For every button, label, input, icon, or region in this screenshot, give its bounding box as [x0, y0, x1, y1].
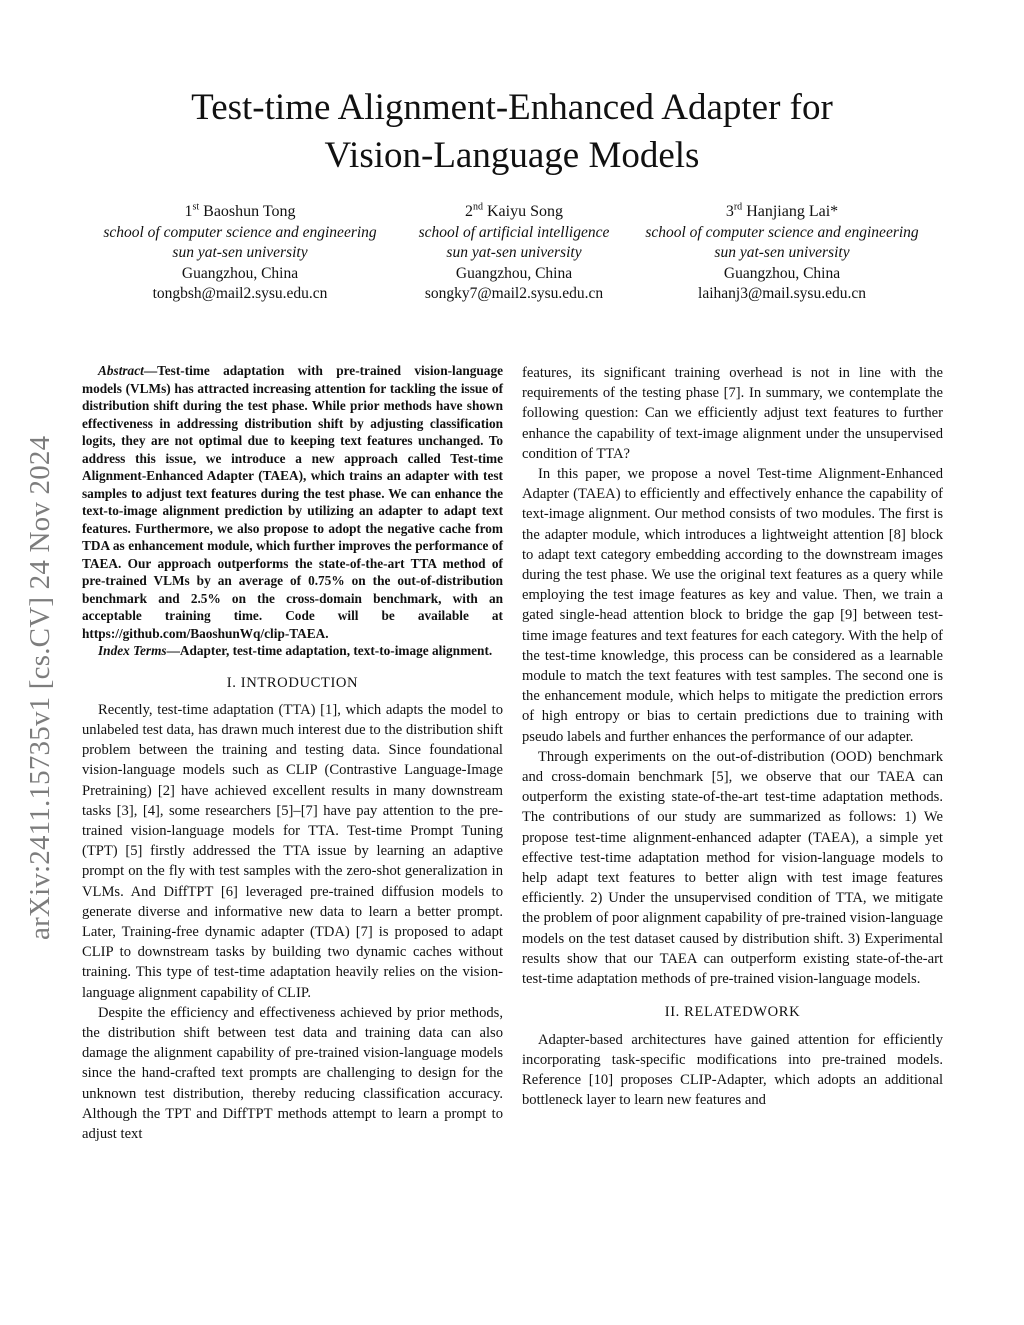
author-university: sun yat-sen university [172, 244, 308, 261]
body-paragraph: Through experiments on the out-of-distribution (OOD) benchmark and cross-domain benchmark [5], we observe that our TAEA can outperform the existing state-of-the-art test-time adaptation methods. The contributions of our study are summarized as follows: 1) We propose test-time alignment-enhanced adapter (TAEA), a simple yet effective test-time adaptation method for vision-language models to help adapt text features to better align with test image features efficiently. 2) Under the unsupervised condition of TTA, we mitigate the problem of poor alignment capability of pre-trained vision-language models on the test dataset caused by distribution shift. 3) Experimental results show that our TAEA can outperform existing state-of-the-art test-time adaptation methods of pre-trained vision-language models. [522, 748, 943, 988]
left-column [82, 362, 503, 1144]
abstract-text: —Test-time adaptation with pre-trained vision-language models (VLMs) has attracted increasing attention for tackling the issue of distribution shift during the test phase. While prior methods have shown effectiveness in addressing distribution shift by adjusting classification logits, they are not optimal due to keeping text features unchanged. To address this issue, we introduce a new approach called Test-time Alignment-Enhanced Adapter (TAEA), which trains an adapter with test samples to adjust text features during the test phase. We can enhance the text-to-image alignment prediction by utilizing an adapter to adapt text features. Furthermore, we also propose to adopt the negative cache from TDA as enhancement module, which further improves the performance of TAEA. Our approach outperforms the state-of-the-art TTA method of pre-trained VLMs by an average of 0.75% on the out-of-distribution benchmark and 2.5% on the cross-domain benchmark, with an acceptable training time. Code will be available at https://github.com/BaoshunWq/clip-TAEA. [82, 363, 503, 641]
body-paragraph: Despite the efficiency and effectiveness achieved by prior methods, the distribution shift between test data and training data can also damage the alignment capability of pre-trained vision-language models since the hand-crafted text prompts are challenging to design for the unknown test distribution, thereby reducing classification accuracy. Although the TPT and DiffTPT methods attempt to learn a prompt to adjust text [82, 1004, 503, 1142]
body-paragraph: features, its significant training overhead is not in line with the requirements of the testing phase [7]. In summary, we contemplate the following question: Can we efficiently adjust text features to further enhance the capability of text-image alignment under the unsupervised condition of TTA? [522, 365, 943, 462]
title-line-1: Test-time Alignment-Enhanced Adapter for [191, 87, 833, 128]
author-2 [384, 202, 644, 305]
author-university: sun yat-sen university [446, 244, 582, 261]
author-city: Guangzhou, China [455, 264, 573, 282]
author-block [70, 202, 950, 312]
author-email: laihanj3@mail.sysu.edu.cn [698, 285, 866, 302]
author-email: tongbsh@mail2.sysu.edu.cn [152, 285, 328, 302]
right-column [522, 363, 943, 1110]
paper-title [60, 84, 964, 180]
author-department: school of computer science and engineering [103, 223, 377, 241]
author-email: songky7@mail2.sysu.edu.cn [424, 285, 604, 302]
abstract-label: Abstract [98, 363, 144, 378]
author-department: school of artificial intelligence [418, 223, 610, 241]
index-terms-label: Index Terms [98, 643, 167, 658]
author-name: 2nd Kaiyu Song [465, 201, 563, 220]
section-heading-related-work: II. RELATEDWORK [664, 1004, 801, 1021]
body-paragraph: Recently, test-time adaptation (TTA) [1], which adapts the model to unlabeled test data, has drawn much interest due to the distribution shift problem between the training and testing data. Since foundational vision-language models such as CLIP (Contrastive Language-Image Pretraining) [2] have achieved excellent results in many downstream tasks [3], [4], some researchers [5]–[7] have pay attention to the pre-trained vision-language models for TTA. Test-time Prompt Tuning (TPT) [5] firstly addressed the TTA issue by learning an adaptive prompt on the fly with test samples with the zero-shot generalization in VLMs. And DiffTPT [6] leveraged pre-trained diffusion models to generate diverse and informative new data to learn a better prompt. Later, Training-free dynamic adapter (TDA) [7] is proposed to adapt CLIP to downstream tasks by building two dynamic caches without training. This type of test-time adaptation heavily relies on the vision-language alignment capability of CLIP. [82, 701, 503, 1001]
author-city: Guangzhou, China [181, 264, 299, 282]
arxiv-identifier-stamp: arXiv:2411.15735v1 [cs.CV] 24 Nov 2024 [24, 435, 56, 940]
body-paragraph: Adapter-based architectures have gained attention for efficiently incorporating task-specific modifications into pre-trained models. Reference [10] proposes CLIP-Adapter, which adopts an additional bottleneck layer to learn new features and [522, 1031, 943, 1109]
author-3 [612, 202, 952, 305]
index-terms-text: —Adapter, test-time adaptation, text-to-image alignment. [166, 643, 493, 658]
body-paragraph: In this paper, we propose a novel Test-time Alignment-Enhanced Adapter (TAEA) to efficiently and effectively enhance the capability of text-image alignment. Our method consists of two modules. The first is the adapter module, which introduces a lightweight attention [8] block to adapt text category embedding according to the downstream images during the test phase. We use the original text features as a query while employing the test image features as key and value. Then, we train a gated single-head attention block to bridge the gap [9] between test-time image features and text features for each category. With the help of the test-time knowledge, this process can be considered as a learnable module to match the text features with test samples. The second one is the enhancement module, which helps to mitigate the prediction errors of high entropy or bias to certain predictions due to training with pseudo labels and further enhances the performance of our adapter. [522, 466, 943, 745]
section-heading-introduction: I. INTRODUCTION [226, 674, 359, 691]
abstract [82, 362, 503, 642]
author-1 [70, 202, 410, 305]
author-city: Guangzhou, China [723, 264, 841, 282]
author-department: school of computer science and engineering [645, 223, 919, 241]
index-terms [82, 642, 503, 660]
author-name: 1st Baoshun Tong [184, 201, 296, 220]
author-university: sun yat-sen university [714, 244, 850, 261]
author-name: 3rd Hanjiang Lai* [725, 201, 839, 220]
title-line-2: Vision-Language Models [324, 135, 700, 176]
